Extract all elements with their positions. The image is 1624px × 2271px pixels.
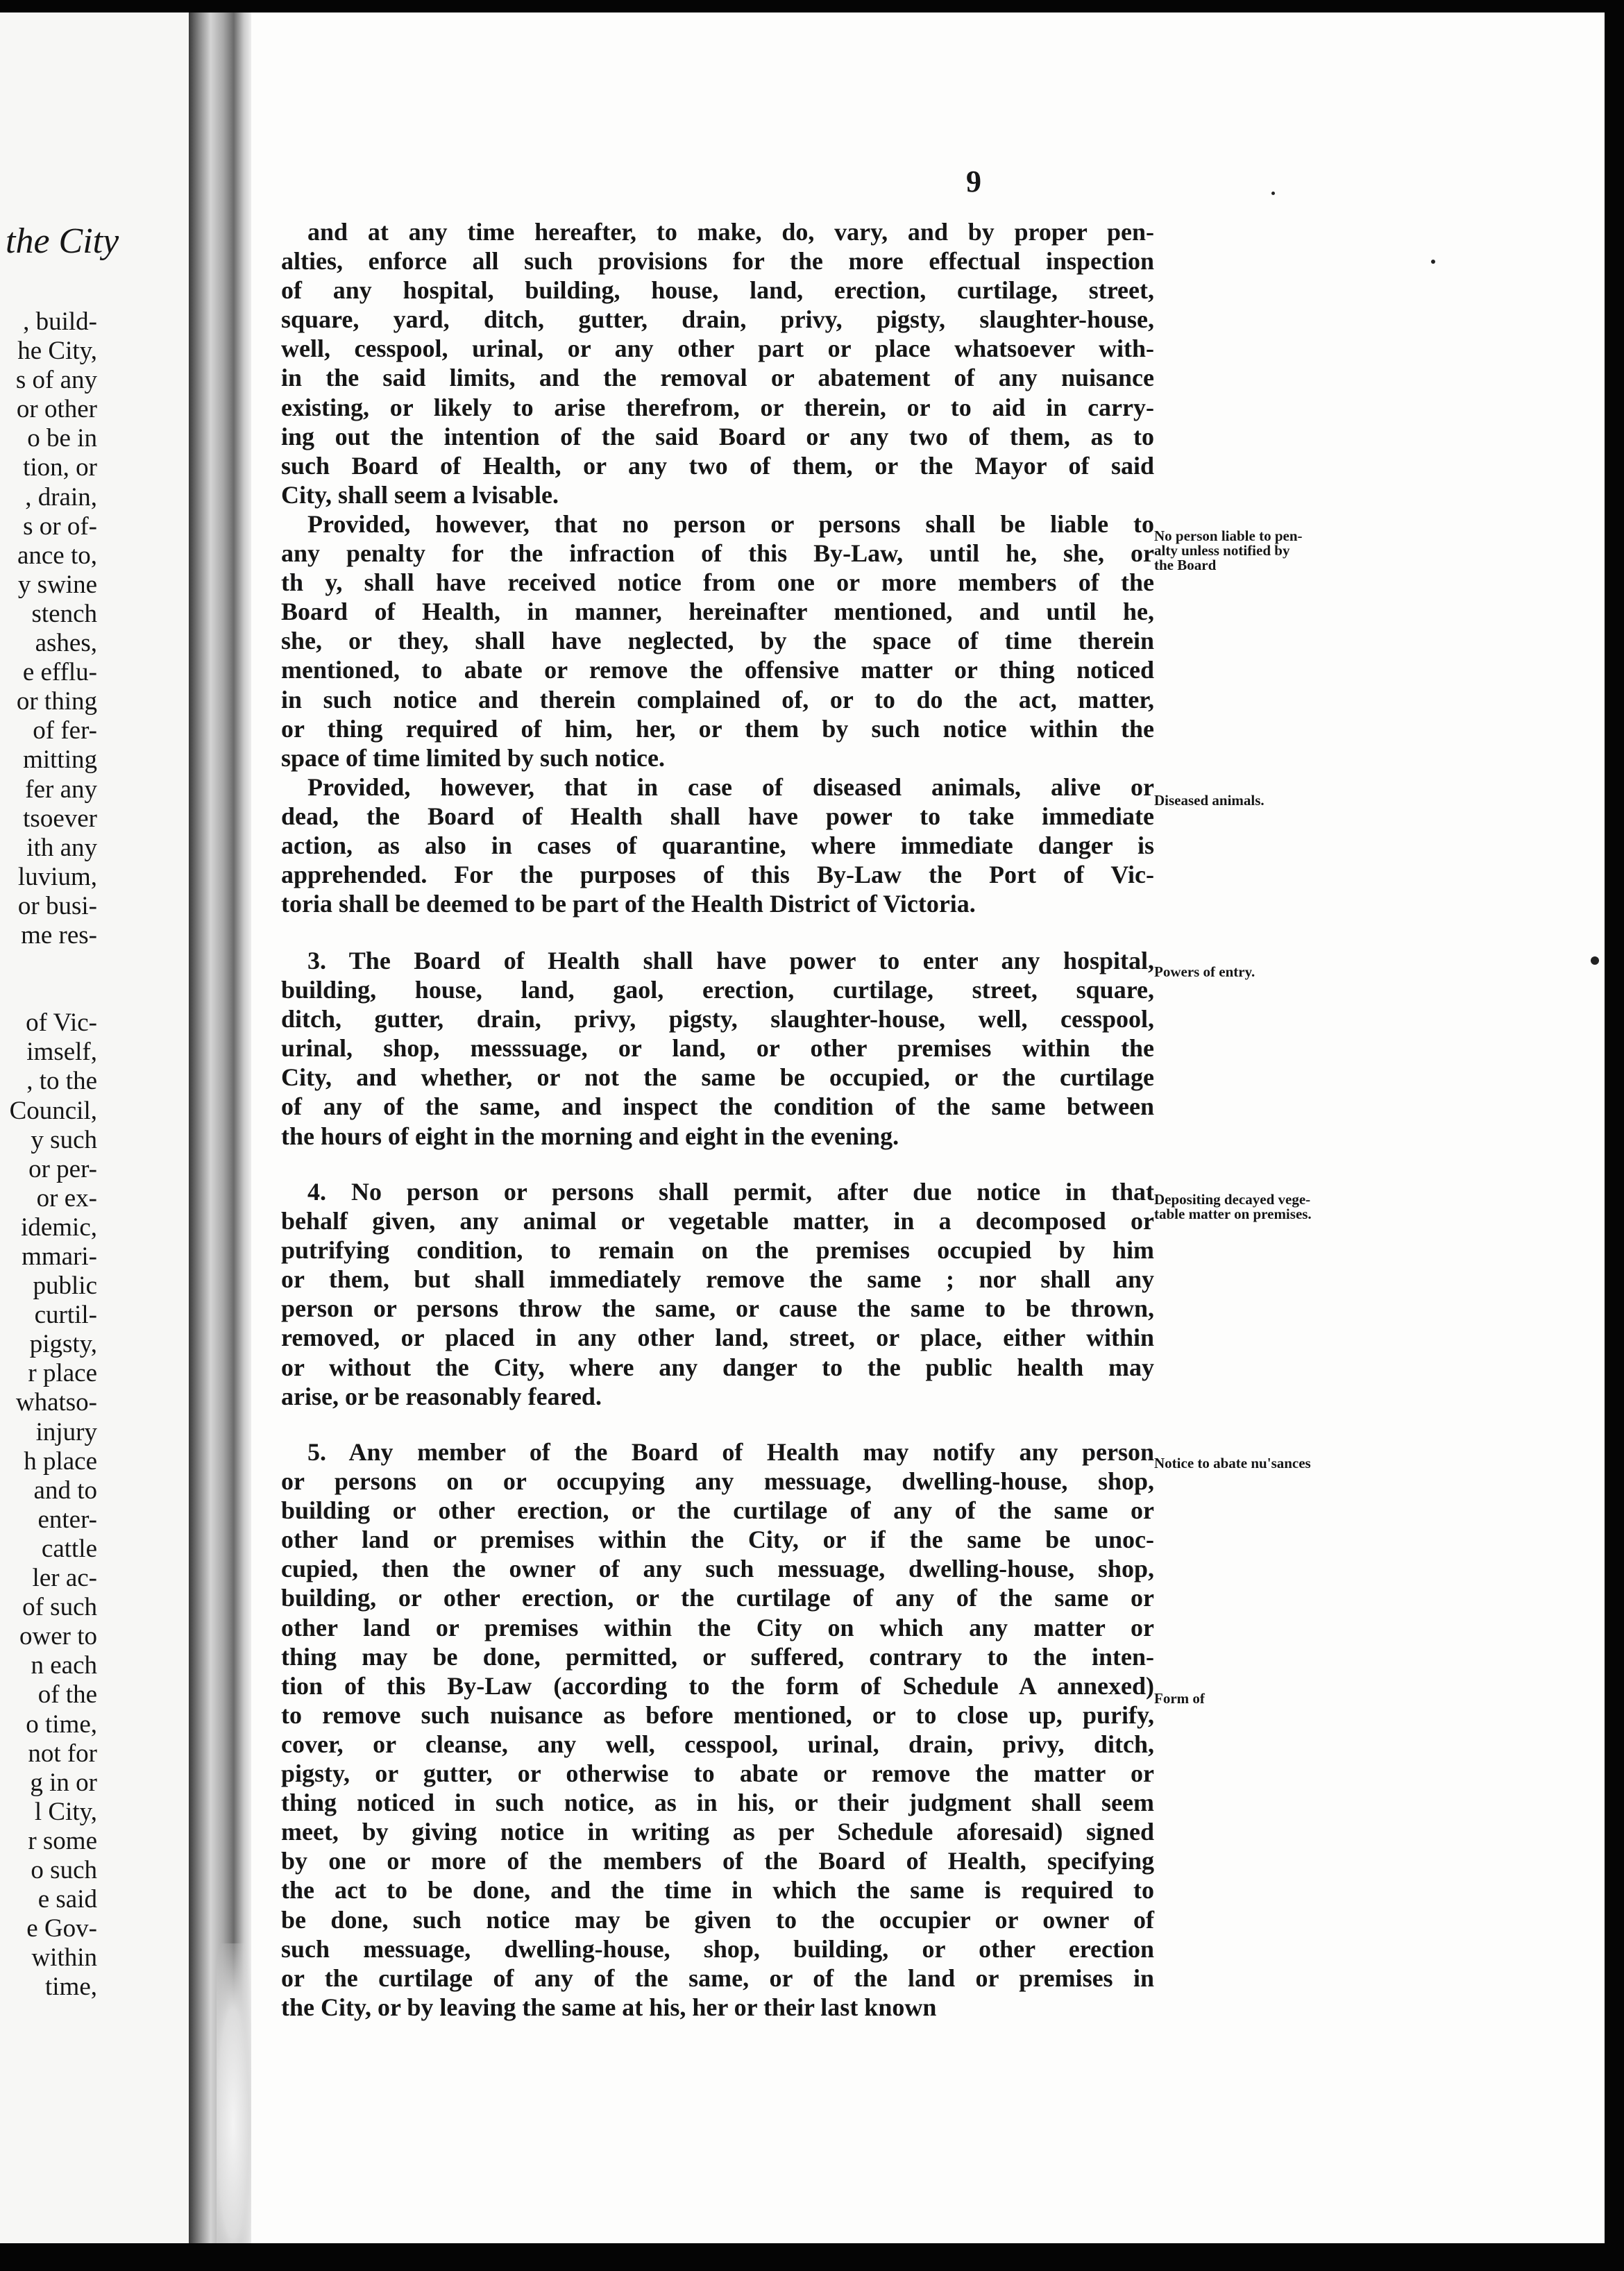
book-gutter <box>189 12 251 2243</box>
text-line: , drain, <box>25 482 97 512</box>
text-line: she, or they, shall have neglected, by the space of time therein <box>281 627 1154 655</box>
margin-note-no-person-liable <box>1154 529 1376 573</box>
text-line: tion of this By-Law (according to the form of Schedule A annexed) <box>281 1671 1154 1700</box>
text-line: City, and whether, or not the same be occupied, or the curtilage <box>281 1063 1154 1092</box>
ink-speck <box>1271 192 1275 195</box>
text-line: arise, or be reasonably feared. <box>281 1382 602 1410</box>
text-line: e said <box>37 1885 97 1914</box>
text-line: , build- <box>23 307 97 336</box>
paragraph-section-4 <box>281 1177 1154 1411</box>
text-line: alty unless notified by <box>1154 542 1290 559</box>
text-line: table matter on premises. <box>1154 1206 1312 1222</box>
text-line: e Gov- <box>26 1914 97 1943</box>
text-line: toria shall be deemed to be part of the Health District of Victoria. <box>281 890 976 918</box>
text-line: r some <box>28 1826 97 1855</box>
text-line: h place <box>24 1446 97 1476</box>
paragraph-proviso-1 <box>281 509 1154 773</box>
paragraph-proviso-2 <box>281 773 1154 918</box>
text-line: City, shall seem a lvisable. <box>281 480 559 509</box>
text-line: mitting <box>23 745 97 775</box>
text-line: l City, <box>34 1797 97 1826</box>
text-line: other land or premises within the City, or if the same be unoc- <box>281 1526 1154 1554</box>
paragraph-section-3 <box>281 946 1154 1151</box>
text-line: space of time limited by such notice. <box>281 743 665 772</box>
margin-note-form-of <box>1154 1691 1376 1706</box>
text-line: in the said limits, and the removal or abatement of any nuisance <box>281 364 1154 392</box>
text-line: ditch, gutter, drain, privy, pigsty, slaughter-house, well, cesspool, <box>281 1005 1154 1033</box>
paragraph-continuation <box>281 217 1154 509</box>
text-line: imself, <box>26 1038 97 1067</box>
text-line: s or of- <box>23 512 97 541</box>
text-line: Diseased animals. <box>1154 792 1264 809</box>
text-line: No person liable to pen- <box>1154 527 1303 544</box>
text-line: in such notice and therein complained of, or to do the act, matter, <box>281 685 1154 714</box>
left-facing-page <box>0 12 189 2243</box>
scan-border-bottom <box>0 2243 1624 2271</box>
margin-note-powers-of-entry <box>1154 965 1376 979</box>
text-line: enter- <box>37 1505 97 1534</box>
text-line: apprehended. For the purposes of this By-Law the Port of Vic- <box>281 861 1154 889</box>
text-line: y such <box>31 1125 97 1154</box>
text-line: or other <box>16 395 97 424</box>
page-number: 9 <box>966 164 981 199</box>
text-line: r place <box>28 1359 97 1388</box>
text-line: o such <box>31 1855 97 1884</box>
text-line: and at any time hereafter, to make, do, vary, and by proper pen- <box>307 218 1154 246</box>
text-line: mmari- <box>22 1242 97 1271</box>
text-line: well, cesspool, urinal, or any other part or place whatsoever with- <box>281 335 1154 363</box>
text-line: ler ac- <box>32 1564 97 1593</box>
text-line: or thing required of him, her, or them by such notice within the <box>281 714 1154 743</box>
text-line: be done, such notice may be given to the occupier or owner of <box>281 1905 1154 1934</box>
text-line: the Board <box>1154 557 1217 573</box>
text-line: ith any <box>26 833 97 862</box>
text-line: s of any <box>15 366 97 395</box>
text-line: to remove such nuisance as before mentioned, or to close up, purify, <box>281 1700 1154 1729</box>
left-page-text <box>10 307 97 2002</box>
text-line: he City, <box>17 337 97 366</box>
text-line: the hours of eight in the morning and eight in the evening. <box>281 1122 899 1150</box>
text-line: g in or <box>30 1768 97 1797</box>
text-line: of the <box>37 1680 97 1709</box>
text-line: the City, or by leaving the same at his, her or their last known <box>281 1993 937 2021</box>
text-line: cupied, then the owner of any such messuage, dwelling-house, shop, <box>281 1555 1154 1583</box>
text-line: Provided, however, that no person or persons shall be liable to <box>307 510 1154 538</box>
text-line: or per- <box>28 1154 97 1183</box>
text-line <box>10 950 97 979</box>
text-line: n each <box>31 1651 97 1680</box>
text-line: tion, or <box>23 453 97 482</box>
text-line: 3. The Board of Health shall have power to enter any hospital, <box>307 947 1154 974</box>
text-line: cover, or cleanse, any well, cesspool, urinal, drain, privy, ditch, <box>281 1730 1154 1758</box>
text-line: square, yard, ditch, gutter, drain, privy, pigsty, slaughter-house, <box>281 305 1154 334</box>
text-line: luvium, <box>17 862 97 891</box>
text-line: o be in <box>27 424 97 453</box>
text-line: cattle <box>41 1534 97 1563</box>
text-line: 5. Any member of the Board of Health may notify any person <box>307 1438 1154 1466</box>
text-line: tsoever <box>23 804 97 833</box>
margin-note-diseased-animals <box>1154 793 1376 808</box>
text-line: other land or premises within the City on which any matter or <box>281 1613 1154 1641</box>
text-line: 4. No person or persons shall permit, after due notice in that <box>307 1178 1154 1206</box>
scan-border-right <box>1605 0 1624 2271</box>
text-line: Provided, however, that in case of diseased animals, alive or <box>307 773 1154 801</box>
text-line: Form of <box>1154 1690 1205 1707</box>
text-line: or thing <box>16 687 97 716</box>
text-line: Powers of entry. <box>1154 963 1255 980</box>
text-line: ashes, <box>35 629 97 658</box>
text-line: by one or more of the members of the Board of Health, specifying <box>281 1847 1154 1875</box>
text-line: alties, enforce all such provisions for the more effectual inspection <box>281 247 1154 276</box>
text-line: Depositing decayed vege- <box>1154 1191 1311 1208</box>
text-line: of any hospital, building, house, land, erection, curtilage, street, <box>281 276 1154 305</box>
text-line: mentioned, to abate or remove the offensive matter or thing noticed <box>281 656 1154 684</box>
text-line: whatso- <box>15 1388 97 1417</box>
text-line: ing out the intention of the said Board or any two of them, as to <box>281 422 1154 450</box>
text-line: the act to be done, and the time in which the same is required to <box>281 1876 1154 1905</box>
text-line: , to the <box>26 1067 97 1096</box>
text-line: and to <box>33 1476 97 1505</box>
text-line: or ex- <box>36 1183 97 1213</box>
text-line: such messuage, dwelling-house, shop, building, or other erection <box>281 1934 1154 1963</box>
text-line: or the curtilage of any of the same, or of the land or premises in <box>281 1964 1154 1992</box>
text-line: of fer- <box>33 716 97 745</box>
text-line: putrifying condition, to remain on the premises occupied by him <box>281 1236 1154 1265</box>
ink-speck <box>1591 956 1599 965</box>
text-line: within <box>31 1943 97 1973</box>
text-line: not for <box>28 1739 97 1768</box>
text-line <box>10 979 97 1008</box>
text-line: fer any <box>25 775 97 804</box>
left-page-header: the City <box>6 221 119 261</box>
text-line: or without the City, where any danger to the public health may <box>281 1353 1154 1381</box>
text-line: th y, shall have received notice from one or more members of the <box>281 568 1154 597</box>
text-line: building or other erection, or the curtilage of any of the same or <box>281 1496 1154 1525</box>
text-line: curtil- <box>34 1301 97 1330</box>
text-line: y swine <box>17 570 97 599</box>
text-line: stench <box>31 599 97 628</box>
text-line: person or persons throw the same, or cause the same to be thrown, <box>281 1294 1154 1323</box>
ink-speck <box>1431 260 1435 264</box>
text-line: Notice to abate nu'sances <box>1154 1455 1311 1471</box>
text-line: time, <box>44 1973 97 2002</box>
text-line: such Board of Health, or any two of them, or the Mayor of said <box>281 451 1154 480</box>
text-line: e efflu- <box>22 658 97 687</box>
text-line: idemic, <box>21 1213 97 1242</box>
text-line: or persons on or occupying any messuage, dwelling-house, shop, <box>281 1467 1154 1496</box>
text-line: ance to, <box>17 541 97 570</box>
text-line: pigsty, or gutter, or otherwise to abate or remove the matter or <box>281 1759 1154 1788</box>
text-line: action, as also in cases of quarantine, where immediate danger is <box>281 831 1154 860</box>
margin-note-depositing-decayed <box>1154 1192 1376 1222</box>
text-line: dead, the Board of Health shall have power to take immediate <box>281 802 1154 831</box>
text-line: public <box>33 1272 97 1301</box>
text-line: or busi- <box>17 891 97 920</box>
text-line: pigsty, <box>29 1330 97 1359</box>
text-line: building, or other erection, or the curtilage of any of the same or <box>281 1584 1154 1612</box>
text-line: existing, or likely to arise therefrom, or therein, or to aid in carry- <box>281 393 1154 421</box>
text-line: Board of Health, in manner, hereinafter mentioned, and until he, <box>281 598 1154 626</box>
margin-note-notice-to-abate <box>1154 1456 1376 1471</box>
text-line: of such <box>22 1593 97 1622</box>
text-line: injury <box>35 1417 97 1446</box>
text-line: thing noticed in such notice, as in his, or their judgment shall seem <box>281 1789 1154 1817</box>
text-line: meet, by giving notice in writing as per Schedule aforesaid) signed <box>281 1818 1154 1846</box>
text-line: thing may be done, permitted, or suffered, contrary to the inten- <box>281 1642 1154 1671</box>
text-line: of any of the same, and inspect the condition of the same between <box>281 1092 1154 1121</box>
text-line: ower to <box>19 1622 97 1651</box>
paragraph-section-5 <box>281 1437 1154 2022</box>
text-line: removed, or placed in any other land, street, or place, either within <box>281 1324 1154 1352</box>
text-line: or them, but shall immediately remove the same ; nor shall any <box>281 1265 1154 1294</box>
text-line: building, house, land, gaol, erection, curtilage, street, square, <box>281 976 1154 1004</box>
text-line: me res- <box>21 920 97 949</box>
text-line: urinal, shop, messsuage, or land, or other premises within the <box>281 1034 1154 1063</box>
text-line: behalf given, any animal or vegetable matter, in a decomposed or <box>281 1207 1154 1235</box>
text-line: any penalty for the infraction of this By-Law, until he, she, or <box>281 539 1154 568</box>
text-line: o time, <box>26 1709 97 1739</box>
text-line: of Vic- <box>26 1008 97 1038</box>
scan-border-top <box>0 0 1624 12</box>
text-line: Council, <box>9 1096 97 1125</box>
